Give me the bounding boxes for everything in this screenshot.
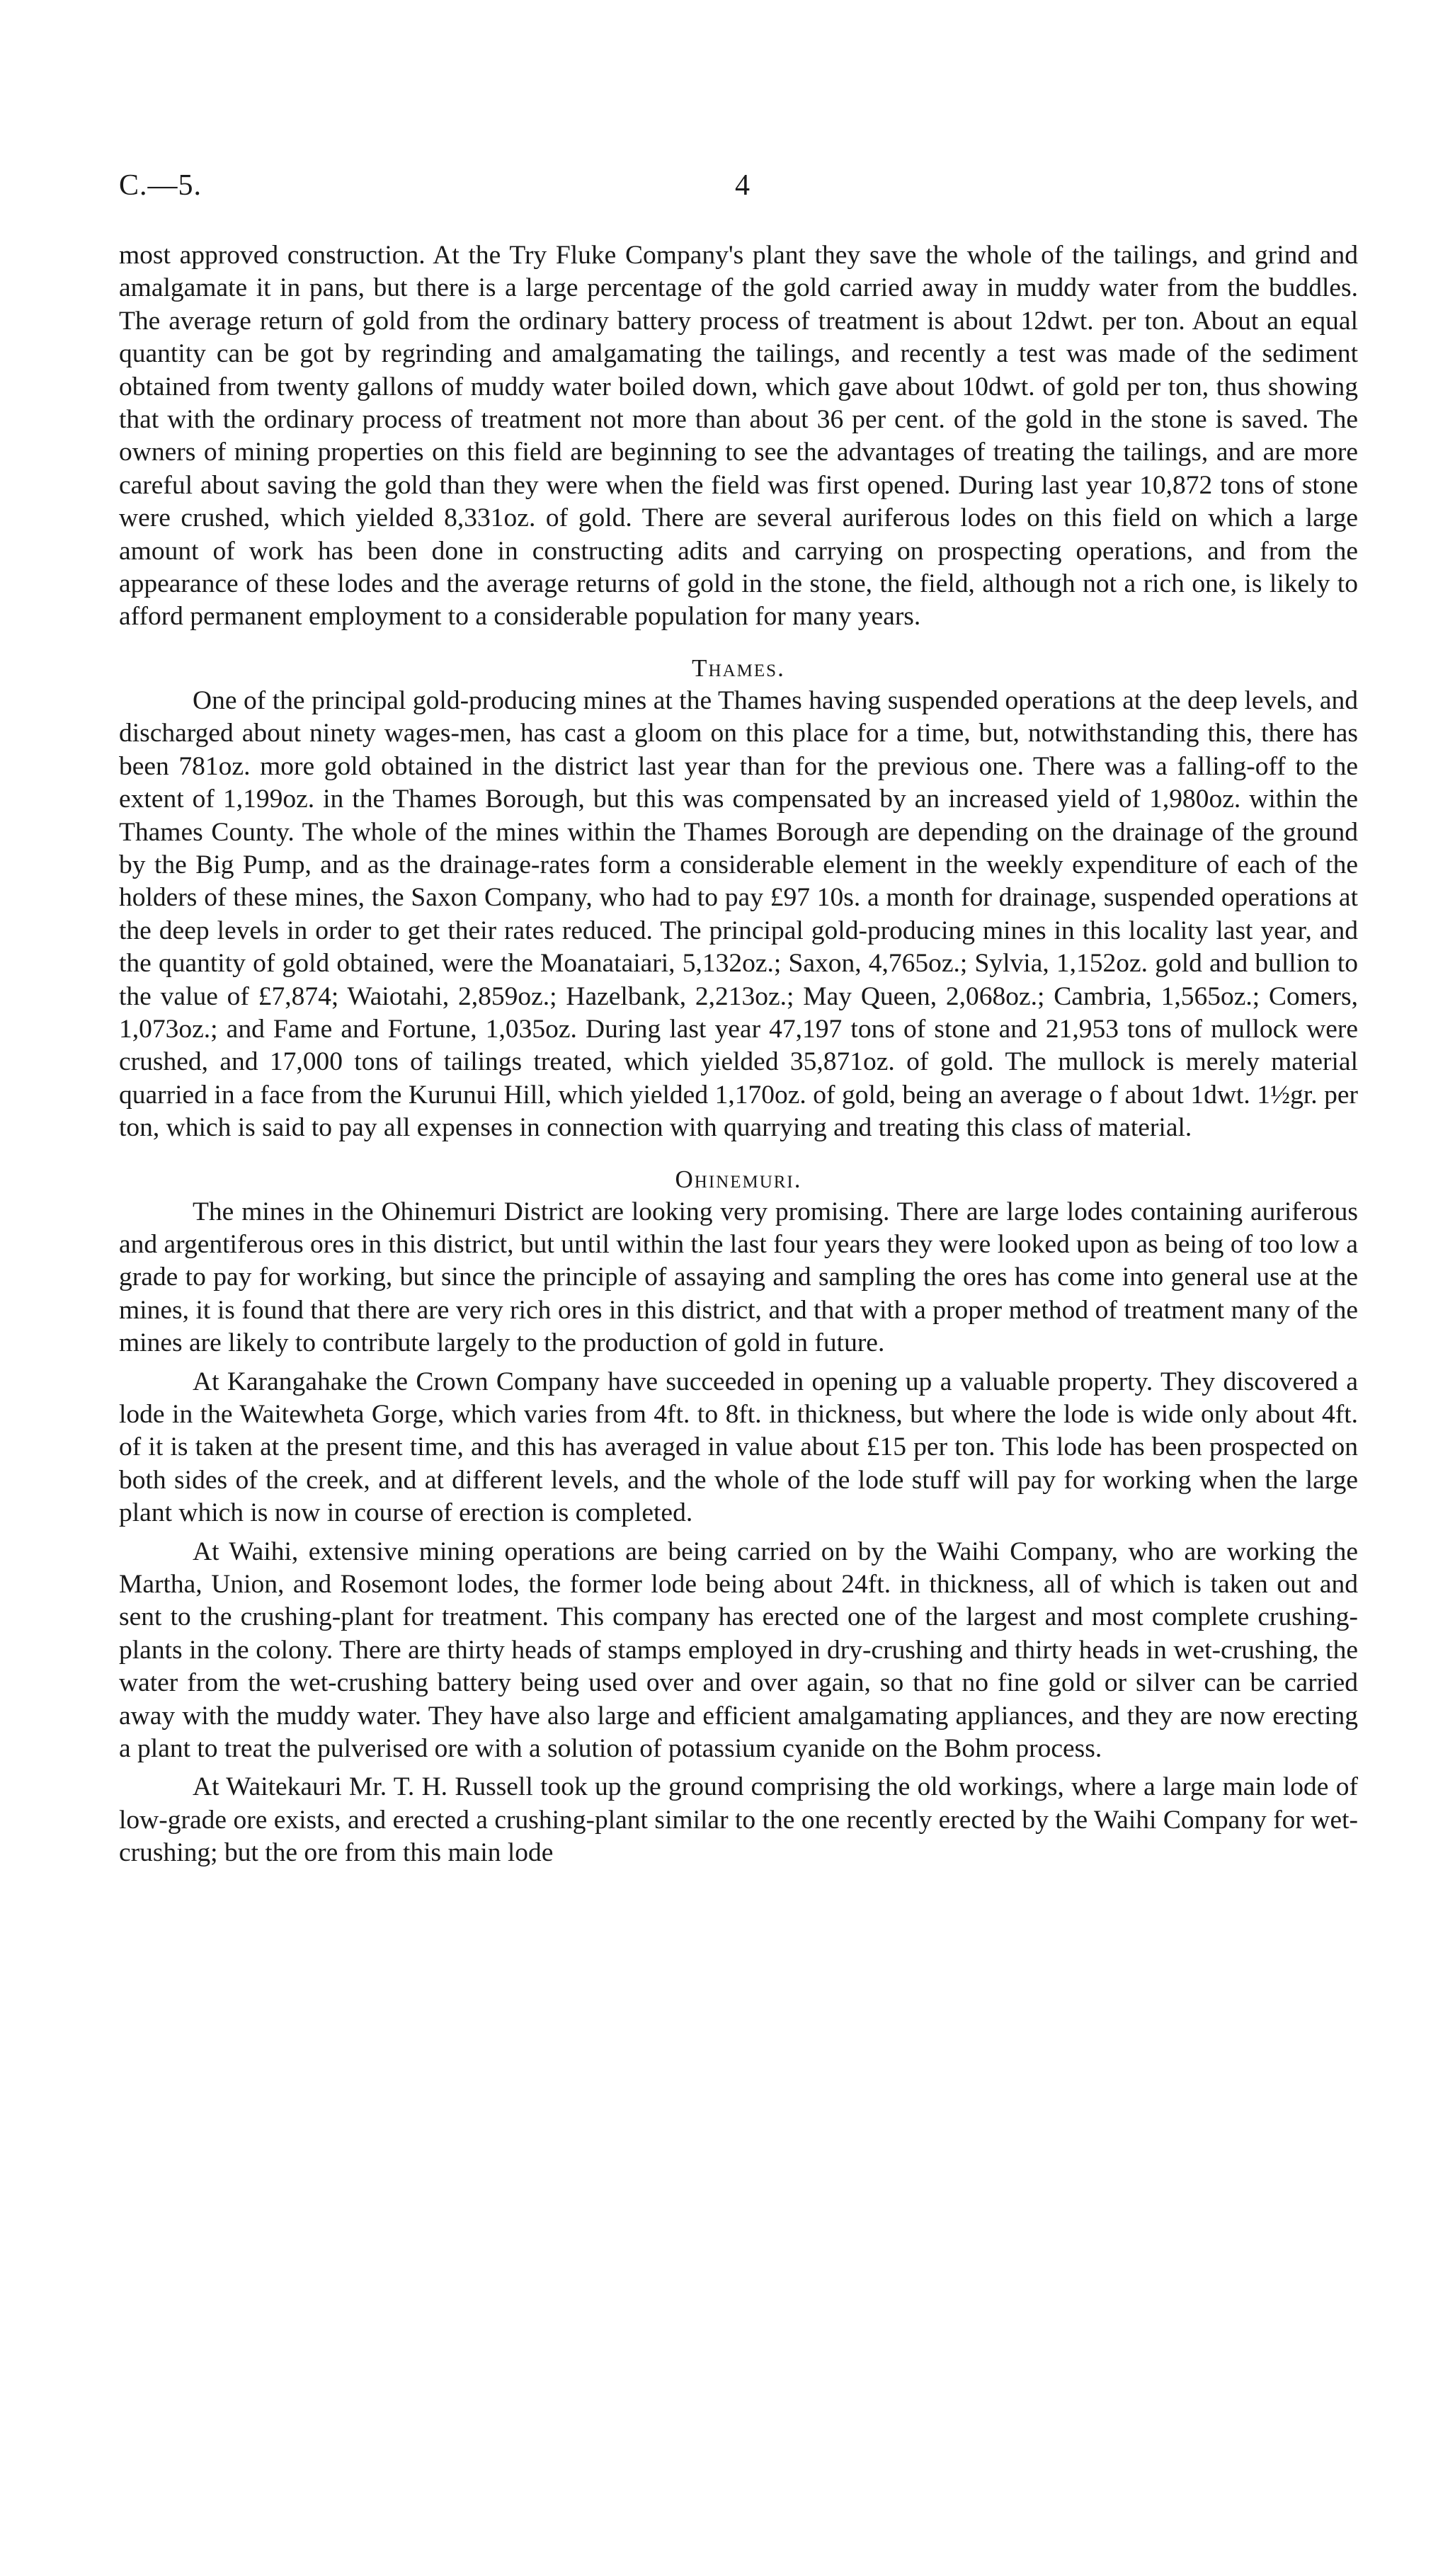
paragraph-ohinemuri-3: At Waihi, extensive mining operations are being carried on by the Waihi Company, who are working the Martha, Union, and Rosemont lodes, the former lode being about 24ft. in thickness, all of which is taken out and sent to the crushing-plant for treatment. This company has erected one of the largest and most complete crushing-plants in the colony. There are thirty heads of stamps employed in dry-crushing and thirty heads in wet-crushing, the water from the wet-crushing battery being used over and over again, so that no fine gold or silver can be carried away with the muddy water. They have also large and efficient amalgamating appliances, and they are now erecting a plant to treat the pulverised ore with a solution of potassium cyanide on the Bohm process. — [119, 1537, 1358, 1764]
paragraph-intro: most approved construction. At the Try Fluke Company's plant they save the whole of the tailings, and grind and amalgamate it in pans, but there is a large percentage of the gold carried away in muddy water from the buddles. The average return of gold from the ordinary battery process of treatment is about 12dwt. per ton. About an equal quantity can be got by regrinding and amalgamating the tailings, and recently a test was made of the sediment obtained from twenty gallons of muddy water boiled down, which gave about 10dwt. of gold per ton, thus showing that with the ordinary process of treatment not more than about 36 per cent. of the gold in the stone is saved. The owners of mining properties on this field are beginning to see the advantages of treating the tailings, and are more careful about saving the gold than they were when the field was first opened. During last year 10,872 tons of stone were crushed, which yielded 8,331oz. of gold. There are several auriferous lodes on this field on which a large amount of work has been done in constructing adits and carrying on prospecting operations, and from the appearance of these lodes and the average returns of gold in the stone, the field, although not a rich one, is likely to afford permanent employment to a considerable population for many years. — [119, 241, 1358, 632]
paragraph-ohinemuri-4: At Waitekauri Mr. T. H. Russell took up the ground comprising the old workings, where a large main lode of low-grade ore exists, and erected a crushing-plant similar to the one recently erected by the Waihi Company for wet-crushing; but the ore from this main lode — [119, 1772, 1358, 1868]
paragraph-ohinemuri-2: At Karangahake the Crown Company have succeeded in opening up a valuable property. They discovered a lode in the Waitewheta Gorge, which varies from 4ft. to 8ft. in thickness, but where the lode is wide only about 4ft. of it is taken at the present time, and this has averaged in value about £15 per ton. This lode has been prospected on both sides of the creek, and at different levels, and the whole of the lode stuff will pay for working when the large plant which is now in course of erection is completed. — [119, 1367, 1358, 1528]
paragraph-ohinemuri-1: The mines in the Ohinemuri District are looking very promising. There are large lodes containing auriferous and argentiferous ores in this district, but until within the last four years they were looked upon as being of too low a grade to pay for working, but since the principle of assaying and sampling the ores has come into general use at the mines, it is found that there are very rich ores in this district, and that with a proper method of treatment many of the mines are likely to contribute largely to the production of gold in future. — [119, 1197, 1358, 1358]
document-body — [119, 239, 1358, 1870]
page-header — [119, 169, 1358, 211]
section-title-ohinemuri: Ohinemuri. — [675, 1165, 802, 1193]
document-reference: C.—5. — [119, 169, 202, 202]
section-title-thames: Thames. — [692, 654, 785, 682]
paragraph-thames-1: One of the principal gold-producing mines at the Thames having suspended operations at the deep levels, and discharged about ninety wages-men, has cast a gloom on this place for a time, but, notwithstanding this, there has been 781oz. more gold obtained in the district last year than for the previous one. There was a falling-off to the extent of 1,199oz. in the Thames Borough, but this was compensated by an increased yield of 1,980oz. within the Thames County. The whole of the mines within the Thames Borough are depending on the drainage of the ground by the Big Pump, and as the drainage-rates form a considerable element in the weekly expenditure of each of the holders of these mines, the Saxon Company, who had to pay £97 10s. a month for drainage, suspended operations at the deep levels in order to get their rates reduced. The principal gold-producing mines in this locality last year, and the quantity of gold obtained, were the Moanataiari, 5,132oz.; Saxon, 4,765oz.; Sylvia, 1,152oz. gold and bullion to the value of £7,874; Waiotahi, 2,859oz.; Hazelbank, 2,213oz.; May Queen, 2,068oz.; Cambria, 1,565oz.; Comers, 1,073oz.; and Fame and Fortune, 1,035oz. During last year 47,197 tons of stone and 21,953 tons of mullock were crushed, and 17,000 tons of tailings treated, which yielded 35,871oz. of gold. The mullock is merely material quarried in a face from the Kurunui Hill, which yielded 1,170oz. of gold, being an average o f about 1dwt. 1½gr. per ton, which is said to pay all expenses in connection with quarrying and treating this class of material. — [119, 685, 1358, 1143]
page-number: 4 — [735, 169, 750, 202]
